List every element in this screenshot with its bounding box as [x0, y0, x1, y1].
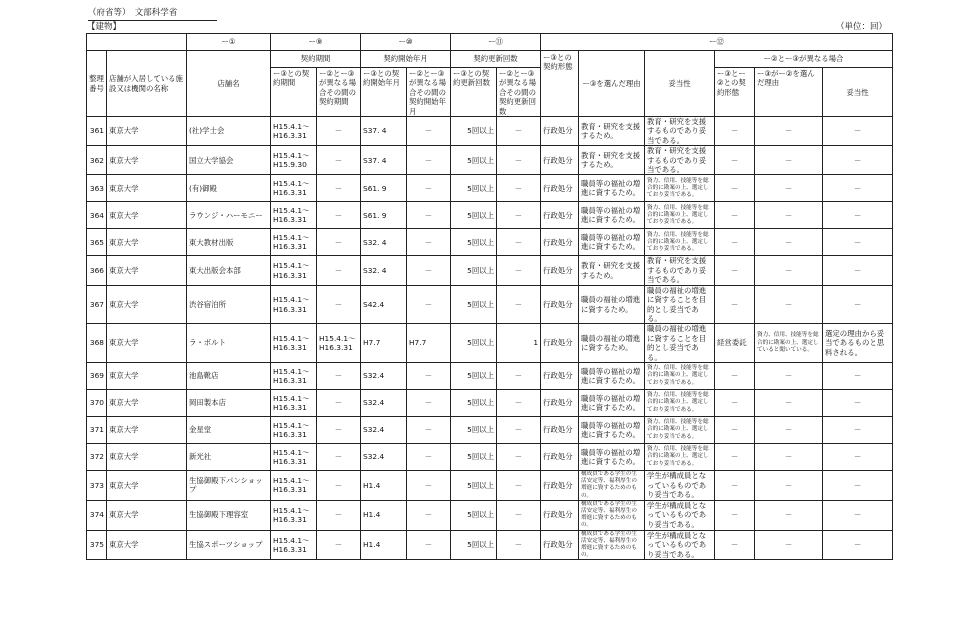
validity-cell: 資力、信用、技能等を総合的に勘案の上、選定しており妥当である。 — [645, 416, 715, 443]
table-row — [87, 256, 893, 285]
renew23-cell: 1 — [497, 324, 541, 363]
period-cell: H15.4.1～H16.3.31 — [271, 389, 317, 416]
period-cell: H15.4.1～H16.3.31 — [271, 175, 317, 202]
renew23-cell: － — [497, 175, 541, 202]
table-row — [87, 229, 893, 256]
header-group-11: ー⑪ — [451, 34, 541, 51]
table-row — [87, 416, 893, 443]
institution-cell: 東京大学 — [107, 362, 187, 389]
form-cell: 行政処分 — [541, 500, 579, 530]
start23-cell: － — [407, 443, 451, 470]
header-period-3: ー③との契約期間 — [271, 68, 317, 117]
validity-cell: 職員の福祉の増進に資することを目的とし妥当である。 — [645, 324, 715, 363]
start23-cell: － — [407, 146, 451, 175]
start-cell: H1.4 — [361, 470, 407, 500]
renew-cell: 5回以上 — [451, 229, 497, 256]
start-cell: S32.4 — [361, 443, 407, 470]
table-row — [87, 324, 893, 363]
validity2-cell: － — [823, 256, 893, 285]
start23-cell: － — [407, 229, 451, 256]
validity2-cell: － — [823, 530, 893, 560]
seq-no-cell: 363 — [87, 175, 107, 202]
table-row — [87, 146, 893, 175]
table-row — [87, 175, 893, 202]
renew-cell: 5回以上 — [451, 285, 497, 324]
institution-cell: 東京大学 — [107, 530, 187, 560]
form-cell: 行政処分 — [541, 256, 579, 285]
header-period-23: ー②とー③が異なる場合その間の契約期間 — [317, 68, 361, 117]
form2-cell: － — [715, 530, 755, 560]
renew23-cell: － — [497, 530, 541, 560]
reason2-cell: － — [755, 146, 823, 175]
renew23-cell: － — [497, 416, 541, 443]
store-name-cell: 渋谷宿泊所 — [187, 285, 271, 324]
table-row — [87, 443, 893, 470]
form2-cell: － — [715, 285, 755, 324]
store-name-cell: 池島靴店 — [187, 362, 271, 389]
validity2-cell: － — [823, 117, 893, 146]
period-cell: H15.4.1～H16.3.31 — [271, 256, 317, 285]
header-renew-3: ー③との契約更新回数 — [451, 68, 497, 117]
validity2-cell: － — [823, 416, 893, 443]
institution-cell: 東京大学 — [107, 324, 187, 363]
reason-cell: 構成員である学生の生活安定等、福利厚生の増進に資するためのもの。 — [579, 470, 645, 500]
institution-cell: 東京大学 — [107, 175, 187, 202]
form2-cell: － — [715, 256, 755, 285]
start-cell: S42.4 — [361, 285, 407, 324]
start23-cell: － — [407, 362, 451, 389]
start23-cell: － — [407, 530, 451, 560]
period-cell: H15.4.1～H15.9.30 — [271, 146, 317, 175]
store-name-cell: 国立大学協会 — [187, 146, 271, 175]
reason2-cell: － — [755, 362, 823, 389]
seq-no-cell: 361 — [87, 117, 107, 146]
period23-cell: － — [317, 389, 361, 416]
validity-cell: 資力、信用、技能等を総合的に勘案の上、選定しており妥当である。 — [645, 229, 715, 256]
reason2-cell: － — [755, 416, 823, 443]
form2-cell: － — [715, 416, 755, 443]
header-start-3: ー③との契約開始年月 — [361, 68, 407, 117]
institution-cell: 東京大学 — [107, 500, 187, 530]
reason-cell: 構成員である学生の生活安定等、福利厚生の増進に資するためのもの。 — [579, 530, 645, 560]
store-name-cell: 生協御殿下パンショップ — [187, 470, 271, 500]
period-cell: H15.4.1～H16.3.31 — [271, 530, 317, 560]
validity-cell: 学生が構成員となっているものであり妥当である。 — [645, 470, 715, 500]
store-name-cell: (社)学士会 — [187, 117, 271, 146]
form2-cell: － — [715, 202, 755, 229]
institution-cell: 東京大学 — [107, 256, 187, 285]
renew23-cell: － — [497, 117, 541, 146]
start-cell: S37. 4 — [361, 117, 407, 146]
period-cell: H15.4.1～H16.3.31 — [271, 470, 317, 500]
form-cell: 行政処分 — [541, 175, 579, 202]
renew23-cell: － — [497, 285, 541, 324]
start-cell: S61. 9 — [361, 202, 407, 229]
reason2-cell: － — [755, 389, 823, 416]
form2-cell: － — [715, 362, 755, 389]
header-start-23: ー②とー③が異なる場合その間の契約開始年月 — [407, 68, 451, 117]
validity-cell: 資力、信用、技能等を総合的に勘案の上、選定しており妥当である。 — [645, 443, 715, 470]
start-cell: S37. 4 — [361, 146, 407, 175]
header-store-name: 店舗名 — [187, 51, 271, 117]
validity-cell: 資力、信用、技能等を総合的に勘案の上、選定しており妥当である。 — [645, 389, 715, 416]
renew-cell: 5回以上 — [451, 256, 497, 285]
form-cell: 行政処分 — [541, 202, 579, 229]
unit-label: （単位：回） — [835, 22, 887, 32]
validity2-cell: － — [823, 285, 893, 324]
seq-no-cell: 369 — [87, 362, 107, 389]
reason-cell: 教育・研究を支援するため。 — [579, 256, 645, 285]
reason-cell: 職員等の福祉の増進に資するため。 — [579, 443, 645, 470]
form-cell: 行政処分 — [541, 117, 579, 146]
renew23-cell: － — [497, 146, 541, 175]
institution-cell: 東京大学 — [107, 146, 187, 175]
table-row — [87, 389, 893, 416]
renew-cell: 5回以上 — [451, 362, 497, 389]
renew23-cell: － — [497, 229, 541, 256]
seq-no-cell: 367 — [87, 285, 107, 324]
header-institution: 店舗が入居している施設又は機関の名称 — [107, 51, 187, 117]
period23-cell: － — [317, 416, 361, 443]
form-cell: 行政処分 — [541, 229, 579, 256]
renew23-cell: － — [497, 470, 541, 500]
table-row — [87, 285, 893, 324]
renew-cell: 5回以上 — [451, 470, 497, 500]
seq-no-cell: 371 — [87, 416, 107, 443]
store-name-cell: 生協御殿下理容室 — [187, 500, 271, 530]
institution-cell: 東京大学 — [107, 117, 187, 146]
reason2-cell: － — [755, 202, 823, 229]
form-cell: 行政処分 — [541, 530, 579, 560]
validity2-cell: － — [823, 146, 893, 175]
form2-cell: － — [715, 146, 755, 175]
header-validity-2: 妥当性 — [823, 68, 893, 117]
institution-cell: 東京大学 — [107, 443, 187, 470]
period-cell: H15.4.1～H16.3.31 — [271, 443, 317, 470]
form2-cell: － — [715, 443, 755, 470]
validity-cell: 教育・研究を支援するものであり妥当である。 — [645, 117, 715, 146]
validity2-cell: － — [823, 443, 893, 470]
table-row — [87, 362, 893, 389]
header-form-23: ー③とー②との契約形態 — [715, 68, 755, 117]
reason2-cell: 資力、信用、技能等を総合的に勘案の上、選定していると聞いている。 — [755, 324, 823, 363]
store-name-cell: 金星堂 — [187, 416, 271, 443]
validity-cell: 資力、信用、技能等を総合的に勘案の上、選定しており妥当である。 — [645, 175, 715, 202]
period23-cell: － — [317, 229, 361, 256]
period23-cell: － — [317, 202, 361, 229]
start23-cell: － — [407, 202, 451, 229]
reason-cell: 職員等の福祉の増進に資するため。 — [579, 389, 645, 416]
reason2-cell: － — [755, 500, 823, 530]
header-seq-no: 整理番号 — [87, 51, 107, 117]
period23-cell: － — [317, 470, 361, 500]
reason-cell: 職員等の福祉の増進に資するため。 — [579, 175, 645, 202]
seq-no-cell: 370 — [87, 389, 107, 416]
store-name-cell: 生協スポーツショップ — [187, 530, 271, 560]
period-cell: H15.4.1～H16.3.31 — [271, 229, 317, 256]
start-cell: S32.4 — [361, 389, 407, 416]
start-cell: S32.4 — [361, 416, 407, 443]
header-diff-case: ー②とー③が異なる場合 — [715, 51, 893, 68]
seq-no-cell: 373 — [87, 470, 107, 500]
validity2-cell: － — [823, 175, 893, 202]
period-cell: H15.4.1～H16.3.31 — [271, 202, 317, 229]
validity-cell: 資力、信用、技能等を総合的に勘案の上、選定しており妥当である。 — [645, 202, 715, 229]
start23-cell: － — [407, 285, 451, 324]
start23-cell: － — [407, 470, 451, 500]
reason2-cell: － — [755, 443, 823, 470]
form-cell: 行政処分 — [541, 146, 579, 175]
validity-cell: 資力、信用、技能等を総合的に勘案の上、選定しており妥当である。 — [645, 362, 715, 389]
store-name-cell: (有)御殿 — [187, 175, 271, 202]
start23-cell: － — [407, 389, 451, 416]
contract-table — [86, 33, 893, 560]
validity-cell: 職員の福祉の増進に資することを目的とし妥当である。 — [645, 285, 715, 324]
start23-cell: － — [407, 175, 451, 202]
reason2-cell: － — [755, 256, 823, 285]
validity2-cell: 選定の理由から妥当であるものと思料される。 — [823, 324, 893, 363]
institution-cell: 東京大学 — [107, 416, 187, 443]
table-row — [87, 470, 893, 500]
seq-no-cell: 368 — [87, 324, 107, 363]
period-cell: H15.4.1～H16.3.31 — [271, 117, 317, 146]
header-group-9: ー⑨ — [271, 34, 361, 51]
period23-cell: － — [317, 500, 361, 530]
validity-cell: 教育・研究を支援するものであり妥当である。 — [645, 256, 715, 285]
form2-cell: 経営委託 — [715, 324, 755, 363]
form-cell: 行政処分 — [541, 324, 579, 363]
period-cell: H15.4.1～H16.3.31 — [271, 285, 317, 324]
header-contract-start: 契約開始年月 — [361, 51, 451, 68]
form2-cell: － — [715, 389, 755, 416]
header-renewals: 契約更新回数 — [451, 51, 541, 68]
renew-cell: 5回以上 — [451, 389, 497, 416]
renew-cell: 5回以上 — [451, 530, 497, 560]
renew23-cell: － — [497, 362, 541, 389]
form-cell: 行政処分 — [541, 416, 579, 443]
table-row — [87, 202, 893, 229]
table-row — [87, 530, 893, 560]
reason2-cell: － — [755, 117, 823, 146]
header-validity: 妥当性 — [645, 51, 715, 117]
validity2-cell: － — [823, 229, 893, 256]
period23-cell: － — [317, 256, 361, 285]
period23-cell: － — [317, 530, 361, 560]
validity-cell: 学生が構成員となっているものであり妥当である。 — [645, 530, 715, 560]
reason-cell: 教育・研究を支援するため。 — [579, 146, 645, 175]
form-cell: 行政処分 — [541, 443, 579, 470]
header-group-12: ー⑫ — [541, 34, 893, 51]
renew-cell: 5回以上 — [451, 416, 497, 443]
renew-cell: 5回以上 — [451, 500, 497, 530]
validity2-cell: － — [823, 389, 893, 416]
form2-cell: － — [715, 470, 755, 500]
reason-cell: 職員等の福祉の増進に資するため。 — [579, 202, 645, 229]
period-cell: H15.4.1～H16.3.31 — [271, 324, 317, 363]
form2-cell: － — [715, 500, 755, 530]
header-form-3: ー③との契約形態 — [541, 51, 579, 117]
renew23-cell: － — [497, 389, 541, 416]
institution-cell: 東京大学 — [107, 389, 187, 416]
store-name-cell: 岡田製本店 — [187, 389, 271, 416]
form2-cell: － — [715, 175, 755, 202]
reason-cell: 職員の福祉の増進に資するため。 — [579, 285, 645, 324]
reason-cell: 構成員である学生の生活安定等、福利厚生の増進に資するためのもの。 — [579, 500, 645, 530]
validity-cell: 学生が構成員となっているものであり妥当である。 — [645, 500, 715, 530]
seq-no-cell: 364 — [87, 202, 107, 229]
period23-cell: H15.4.1～H16.3.31 — [317, 324, 361, 363]
renew23-cell: － — [497, 202, 541, 229]
form-cell: 行政処分 — [541, 362, 579, 389]
header-reason-2v3: ー③がー②を選んだ理由 — [755, 68, 823, 117]
renew-cell: 5回以上 — [451, 146, 497, 175]
start23-cell: － — [407, 416, 451, 443]
form-cell: 行政処分 — [541, 470, 579, 500]
reason-cell: 職員等の福祉の増進に資するため。 — [579, 229, 645, 256]
validity2-cell: － — [823, 470, 893, 500]
store-name-cell: ラ・ボルト — [187, 324, 271, 363]
form2-cell: － — [715, 229, 755, 256]
seq-no-cell: 375 — [87, 530, 107, 560]
validity2-cell: － — [823, 202, 893, 229]
period23-cell: － — [317, 146, 361, 175]
renew-cell: 5回以上 — [451, 175, 497, 202]
seq-no-cell: 372 — [87, 443, 107, 470]
period23-cell: － — [317, 362, 361, 389]
renew-cell: 5回以上 — [451, 117, 497, 146]
validity-cell: 教育・研究を支援するものであり妥当である。 — [645, 146, 715, 175]
start-cell: S32.4 — [361, 362, 407, 389]
header-blank — [87, 34, 187, 51]
seq-no-cell: 366 — [87, 256, 107, 285]
start-cell: H7.7 — [361, 324, 407, 363]
reason2-cell: － — [755, 470, 823, 500]
period23-cell: － — [317, 117, 361, 146]
ministry-label: （府省等） 文部科学省 — [88, 6, 217, 21]
form-cell: 行政処分 — [541, 389, 579, 416]
header-reason-3: ー③を選んだ理由 — [579, 51, 645, 117]
store-name-cell: 東大出版会本部 — [187, 256, 271, 285]
seq-no-cell: 365 — [87, 229, 107, 256]
start-cell: H1.4 — [361, 530, 407, 560]
header-renew-23: ー②とー③が異なる場合その間の契約更新回数 — [497, 68, 541, 117]
renew-cell: 5回以上 — [451, 202, 497, 229]
renew23-cell: － — [497, 443, 541, 470]
institution-cell: 東京大学 — [107, 229, 187, 256]
table-row — [87, 500, 893, 530]
start-cell: S32. 4 — [361, 256, 407, 285]
store-name-cell: 東大教材出版 — [187, 229, 271, 256]
renew-cell: 5回以上 — [451, 324, 497, 363]
period-cell: H15.4.1～H16.3.31 — [271, 362, 317, 389]
period23-cell: － — [317, 175, 361, 202]
seq-no-cell: 362 — [87, 146, 107, 175]
start23-cell: H7.7 — [407, 324, 451, 363]
store-name-cell: 新光社 — [187, 443, 271, 470]
reason2-cell: － — [755, 530, 823, 560]
start-cell: S61. 9 — [361, 175, 407, 202]
table-row — [87, 117, 893, 146]
reason2-cell: － — [755, 229, 823, 256]
institution-cell: 東京大学 — [107, 202, 187, 229]
renew-cell: 5回以上 — [451, 443, 497, 470]
reason2-cell: － — [755, 175, 823, 202]
period23-cell: － — [317, 285, 361, 324]
category-label: 【建物】 — [87, 22, 122, 32]
reason-cell: 職員の福祉の増進に資するため。 — [579, 324, 645, 363]
reason-cell: 職員等の福祉の増進に資するため。 — [579, 416, 645, 443]
validity2-cell: － — [823, 500, 893, 530]
start23-cell: － — [407, 256, 451, 285]
start-cell: H1.4 — [361, 500, 407, 530]
store-name-cell: ラウンジ・ハーモニー — [187, 202, 271, 229]
seq-no-cell: 374 — [87, 500, 107, 530]
period23-cell: － — [317, 443, 361, 470]
validity2-cell: － — [823, 362, 893, 389]
start-cell: S32. 4 — [361, 229, 407, 256]
reason-cell: 教育・研究を支援するため。 — [579, 117, 645, 146]
form2-cell: － — [715, 117, 755, 146]
reason2-cell: － — [755, 285, 823, 324]
form-cell: 行政処分 — [541, 285, 579, 324]
institution-cell: 東京大学 — [107, 470, 187, 500]
period-cell: H15.4.1～H16.3.31 — [271, 500, 317, 530]
header-contract-period: 契約期間 — [271, 51, 361, 68]
start23-cell: － — [407, 117, 451, 146]
renew23-cell: － — [497, 500, 541, 530]
start23-cell: － — [407, 500, 451, 530]
reason-cell: 職員等の福祉の増進に資するため。 — [579, 362, 645, 389]
header-group-1: ー① — [187, 34, 271, 51]
period-cell: H15.4.1～H16.3.31 — [271, 416, 317, 443]
header-group-10: ー⑩ — [361, 34, 451, 51]
institution-cell: 東京大学 — [107, 285, 187, 324]
renew23-cell: － — [497, 256, 541, 285]
